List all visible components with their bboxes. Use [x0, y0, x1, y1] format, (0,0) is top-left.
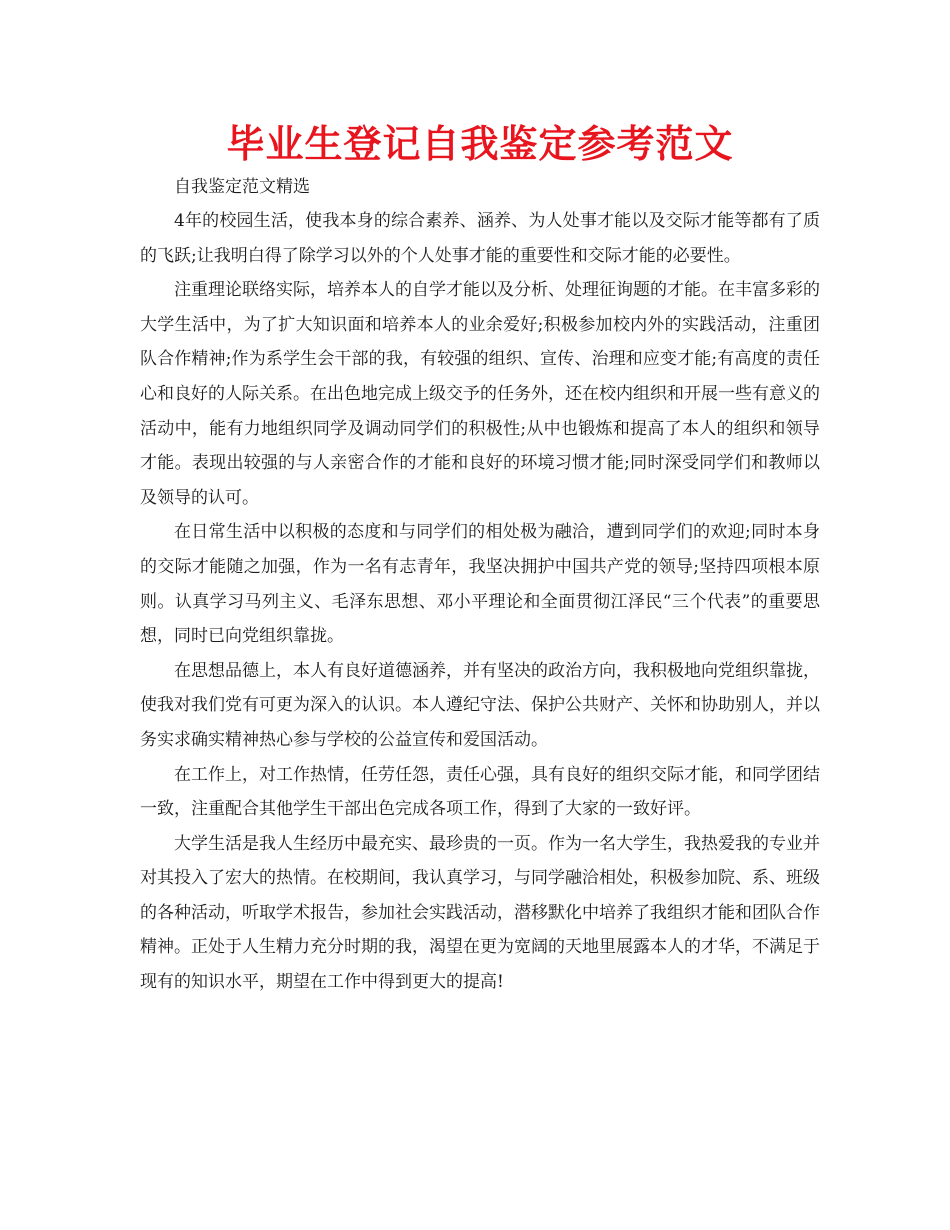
paragraph-4: 在思想品德上，本人有良好道德涵养，并有坚决的政治方向，我积极地向党组织靠拢，使我对我们党有可更为深入的认识。本人遵纪守法、保护公共财产、关怀和协助别人，并以务实求确实精神热心参与学校的公益宣传和爱国活动。	[140, 660, 820, 750]
paragraph-1: 4年的校园生活，使我本身的综合素养、涵养、为人处事才能以及交际才能等都有了质的飞跃;让我明白得了除学习以外的个人处事才能的重要性和交际才能的必要性。	[140, 211, 820, 266]
document-title: 毕业生登记自我鉴定参考范文	[226, 122, 734, 166]
document-subtitle: 自我鉴定范文精选	[174, 177, 310, 197]
paragraph-5: 在工作上，对工作热情，任劳任怨，责任心强，具有良好的组织交际才能，和同学团结一致，注重配合其他学生干部出色完成各项工作，得到了大家的一致好评。	[140, 764, 820, 820]
paragraph-2: 注重理论联络实际，培养本人的自学才能以及分析、处理征询题的才能。在丰富多彩的大学生活中，为了扩大知识面和培养本人的业余爱好;积极参加校内外的实践活动，注重团队合作精神;作为系学生会干部的我，有较强的组织、宣传、治理和应变才能;有高度的责任心和良好的人际关系。在出色地完成上级交予的任务外，还在校内组织和开展一些有意义的活动中，能有力地组织同学及调动同学们的积极性;从中也锻炼和提高了本人的组织和领导才能。表现出较强的与人亲密合作的才能和良好的环境习惯才能;同时深受同学们和教师以及领导的认可。	[140, 280, 820, 508]
paragraph-3: 在日常生活中以积极的态度和与同学们的相处极为融洽，遭到同学们的欢迎;同时本身的交际才能随之加强，作为一名有志青年，我坚决拥护中国共产党的领导;坚持四项根本原则。认真学习马列主义、毛泽东思想、邓小平理论和全面贯彻江泽民“三个代表”的重要思想，同时已向党组织靠拢。	[140, 522, 820, 647]
paragraph-6: 大学生活是我人生经历中最充实、最珍贵的一页。作为一名大学生，我热爱我的专业并对其投入了宏大的热情。在校期间，我认真学习，与同学融洽相处，积极参加院、系、班级的各种活动，听取学术报告，参加社会实践活动，潜移默化中培养了我组织才能和团队合作精神。正处于人生精力充分时期的我，渴望在更为宽阔的天地里展露本人的才华，不满足于现有的知识水平，期望在工作中得到更大的提高!	[140, 833, 820, 993]
